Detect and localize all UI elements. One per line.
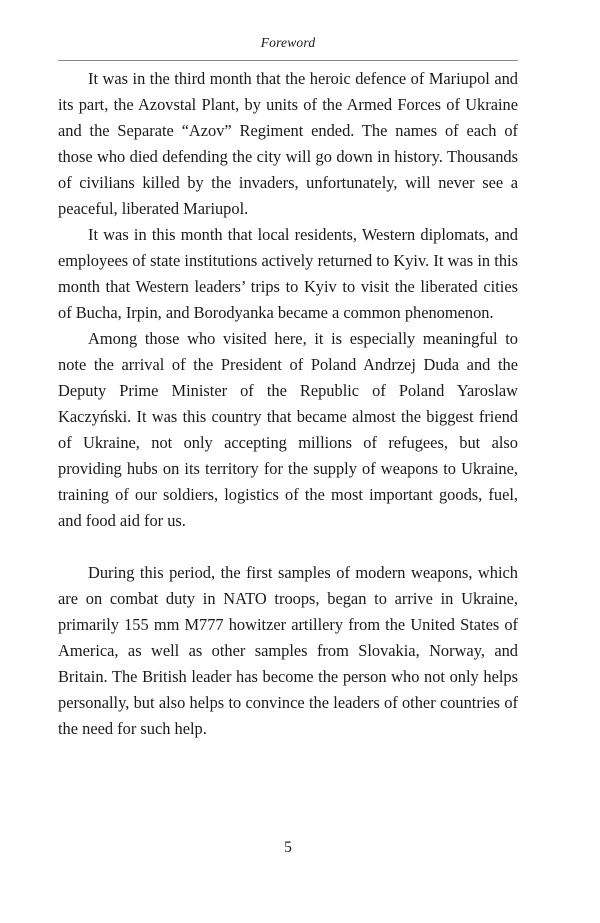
body-paragraph: It was in this month that local residents, Western diplomats, and employees of state institutions actively returned to Kyiv. It was in this month that Western leaders’ trips to Kyiv to visit the liberated cities of Bucha, Irpin, and Borodyanka became a common phenomenon. bbox=[58, 225, 518, 322]
page-number: 5 bbox=[284, 839, 292, 856]
body-paragraph: During this period, the first samples of modern weapons, which are on combat duty in NATO troops, began to arrive in Ukraine, primarily 155 mm M777 howitzer artillery from the United States of America, as well as other samples from Slovakia, Norway, and Britain. The British leader has become the person who not only helps personally, but also helps to convince the leaders of other countries of the need for such help. bbox=[58, 563, 518, 738]
running-head: Foreword bbox=[260, 35, 316, 50]
body-text-block bbox=[58, 66, 518, 742]
body-paragraph: Among those who visited here, it is especially meaningful to note the arrival of the President of Poland Andrzej Duda and the Deputy Prime Minister of the Republic of Poland Yaroslaw Kaczyński. It was this country that became almost the biggest friend of Ukraine, not only accepting millions of refugees, but also providing hubs on its territory for the supply of weapons to Ukraine, training of our soldiers, logistics of the most important goods, fuel, and food aid for us. bbox=[58, 329, 518, 530]
body-paragraph: It was in the third month that the heroic defence of Mariupol and its part, the Azovstal Plant, by units of the Armed Forces of Ukraine and the Separate “Azov” Regiment ended. The names of each of those who died defending the city will go down in history. Thousands of civilians killed by the invaders, unfortunately, will never see a peaceful, liberated Mariupol. bbox=[58, 69, 518, 218]
running-head-rule bbox=[58, 60, 518, 61]
